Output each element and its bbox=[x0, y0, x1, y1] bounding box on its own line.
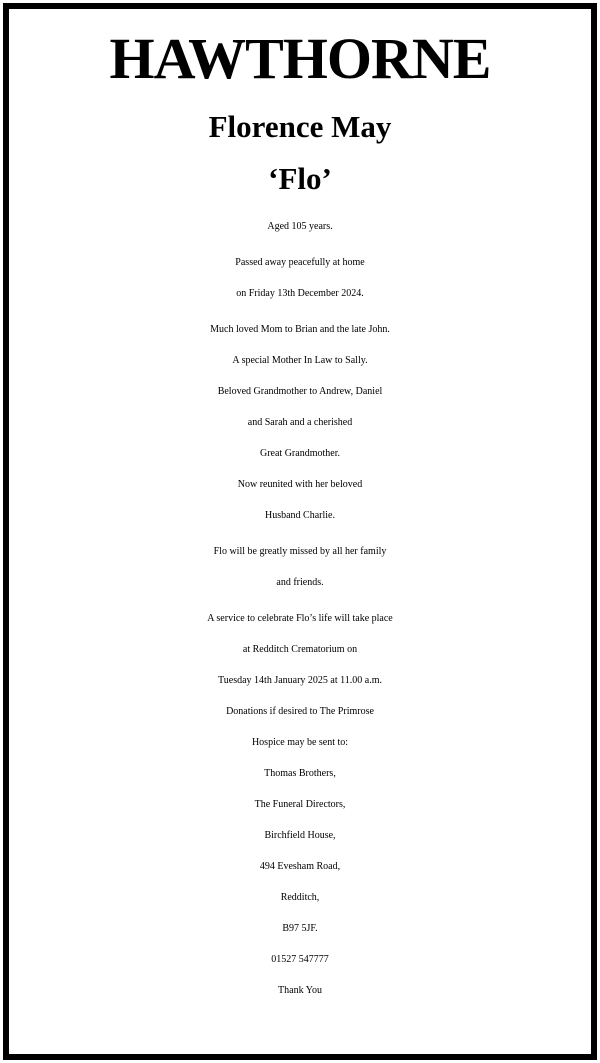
age-paragraph bbox=[9, 211, 591, 242]
surname-heading: HAWTHORNE bbox=[109, 26, 491, 91]
age-line: Aged 105 years. bbox=[267, 221, 333, 232]
missed-paragraph bbox=[9, 536, 591, 598]
service-paragraph bbox=[9, 603, 591, 1006]
thank-you-line: Thank You bbox=[278, 985, 322, 996]
family-line: Beloved Grandmother to Andrew, Daniel bbox=[217, 386, 383, 397]
family-paragraph bbox=[9, 314, 591, 531]
address-line: Birchfield House, bbox=[264, 830, 336, 841]
passing-paragraph bbox=[9, 247, 591, 309]
address-line: The Funeral Directors, bbox=[254, 799, 346, 810]
passing-line: on Friday 13th December 2024. bbox=[236, 288, 364, 299]
nickname-heading: ‘Flo’ bbox=[268, 161, 332, 196]
phone-line: 01527 547777 bbox=[271, 954, 329, 965]
family-line: Great Grandmother. bbox=[260, 448, 340, 459]
passing-line: Passed away peacefully at home bbox=[235, 257, 365, 268]
address-line: 494 Evesham Road, bbox=[259, 861, 341, 872]
family-line: Much loved Mom to Brian and the late John. bbox=[210, 324, 390, 335]
service-line: Donations if desired to The Primrose bbox=[226, 706, 374, 717]
obituary-notice bbox=[3, 3, 597, 1060]
service-line: Hospice may be sent to: bbox=[251, 737, 349, 748]
address-line: Thomas Brothers, bbox=[264, 768, 336, 779]
service-line: Tuesday 14th January 2025 at 11.00 a.m. bbox=[218, 675, 382, 686]
address-line: B97 5JF. bbox=[282, 923, 318, 934]
family-line: Husband Charlie. bbox=[265, 510, 335, 521]
missed-line: Flo will be greatly missed by all her family bbox=[213, 546, 387, 557]
address-line: Redditch, bbox=[280, 892, 320, 903]
forenames-heading: Florence May bbox=[208, 109, 392, 144]
notice-body bbox=[9, 211, 591, 1006]
missed-line: and friends. bbox=[276, 577, 324, 588]
family-line: Now reunited with her beloved bbox=[237, 479, 363, 490]
service-line: A service to celebrate Flo’s life will take place bbox=[207, 613, 393, 624]
service-line: at Redditch Crematorium on bbox=[242, 644, 358, 655]
family-line: and Sarah and a cherished bbox=[247, 417, 353, 428]
family-line: A special Mother In Law to Sally. bbox=[232, 355, 368, 366]
